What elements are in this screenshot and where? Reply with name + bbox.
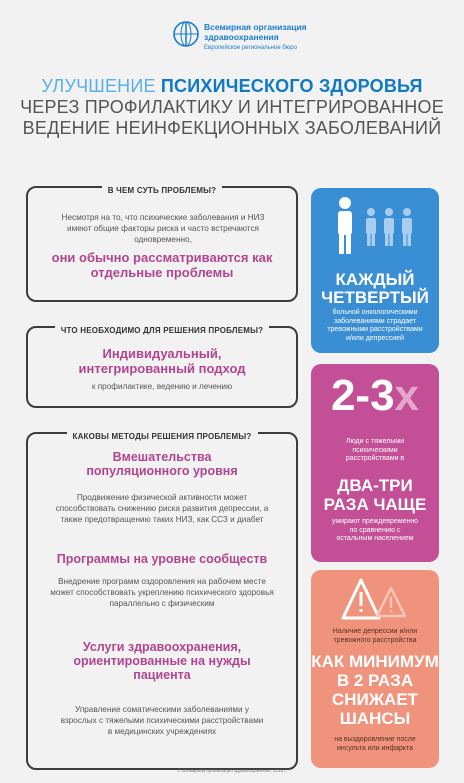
- warning-icon: [341, 576, 409, 626]
- method1-text: Продвижение физической активности может способствовать снижению риска развития депрессии, а также предотвращению таких НИЗ, как ССЗ и диабет: [55, 493, 269, 524]
- pink-big-1: ДВА-ТРИ: [337, 476, 413, 495]
- solution-text: к профилактике, ведению и лечению: [91, 382, 233, 391]
- orange-small-1: Наличие депрессии и/или тревожного расстройства: [332, 628, 418, 644]
- pink-small-2: умирают преждевременно по сравнению с остальным населением: [331, 518, 419, 542]
- stat-card-orange: [311, 570, 439, 768]
- problem-heading: В ЧЕМ СУТЬ ПРОБЛЕМЫ?: [102, 186, 222, 195]
- stat-card-blue: [311, 188, 439, 353]
- method2-text: Внедрение программ оздоровления на рабочем месте может способствовать укреплению психического здоровья параллельно с физическим: [50, 577, 274, 608]
- methods-heading: КАКОВЫ МЕТОДЫ РЕШЕНИЯ ПРОБЛЕМЫ?: [67, 432, 258, 441]
- problem-text: Несмотря на то, что психические заболевания и НИЗ имеют общие факторы риска и часто встречаются одновременно,: [61, 213, 265, 244]
- title-line2: ЧЕРЕЗ ПРОФИЛАКТИКУ И ИНТЕГРИРОВАННОЕ: [20, 97, 444, 117]
- people-icon: [333, 194, 419, 256]
- ratio-value: 2-3x: [330, 371, 420, 420]
- stat-card-pink: [311, 364, 439, 562]
- title-bold: ПСИХИЧЕСКОГО ЗДОРОВЬЯ: [160, 76, 423, 96]
- method3-title: Услуги здравоохранения, ориентированные на нужды пациента: [73, 640, 251, 682]
- method1-title: Вмешательства популяционного уровня: [86, 450, 238, 478]
- problem-highlight: они обычно рассматриваются как отдельные проблемы: [51, 250, 273, 280]
- pink-small-1: Люди с тяжелыми психическими расстройствами в: [345, 438, 405, 462]
- blue-big-2: ЧЕТВЕРТЫЙ: [321, 288, 429, 307]
- page-title: [10, 76, 454, 139]
- orange-big-4: ШАНСЫ: [339, 709, 411, 728]
- title-line3: ВЕДЕНИЕ НЕИНФЕКЦИОННЫХ ЗАБОЛЕВАНИЙ: [22, 118, 442, 138]
- orange-big-2: В 2 РАЗА: [336, 671, 414, 690]
- org-name: Всемирная организация здравоохранения: [204, 22, 307, 42]
- solution-heading: ЧТО НЕОБХОДИМО ДЛЯ РЕШЕНИЯ ПРОБЛЕМЫ?: [55, 326, 270, 335]
- solution-highlight: Индивидуальный, интегрированный подход: [78, 346, 246, 376]
- blue-small: больной онкологическими заболеваниями страдает тревожными расстройствами и/или депрессией: [327, 309, 423, 342]
- footer-copyright: © Всемирная организация здравоохранения, 2019 г.: [177, 768, 287, 773]
- pink-big-2: РАЗА ЧАЩЕ: [323, 495, 427, 514]
- orange-big-3: СНИЖАЕТ: [331, 690, 419, 709]
- who-logo-icon: [172, 20, 200, 48]
- org-subtitle: Европейское региональное бюро: [204, 45, 297, 51]
- problem-box: [26, 186, 298, 302]
- orange-big-1: КАК МИНИМУМ: [311, 652, 439, 671]
- methods-box: [26, 432, 298, 770]
- blue-big-1: КАЖДЫЙ: [335, 270, 415, 289]
- method2-title: Программы на уровне сообществ: [56, 552, 268, 566]
- title-light: УЛУЧШЕНИЕ: [41, 76, 156, 96]
- method3-text: Управление соматическими заболеваниями у взрослых с тяжелыми психическими расстройствами в медицинских учреждениях: [60, 705, 264, 736]
- orange-small-2: на выздоровление после инсульта или инфаркта: [334, 736, 416, 752]
- solution-box: [26, 326, 298, 408]
